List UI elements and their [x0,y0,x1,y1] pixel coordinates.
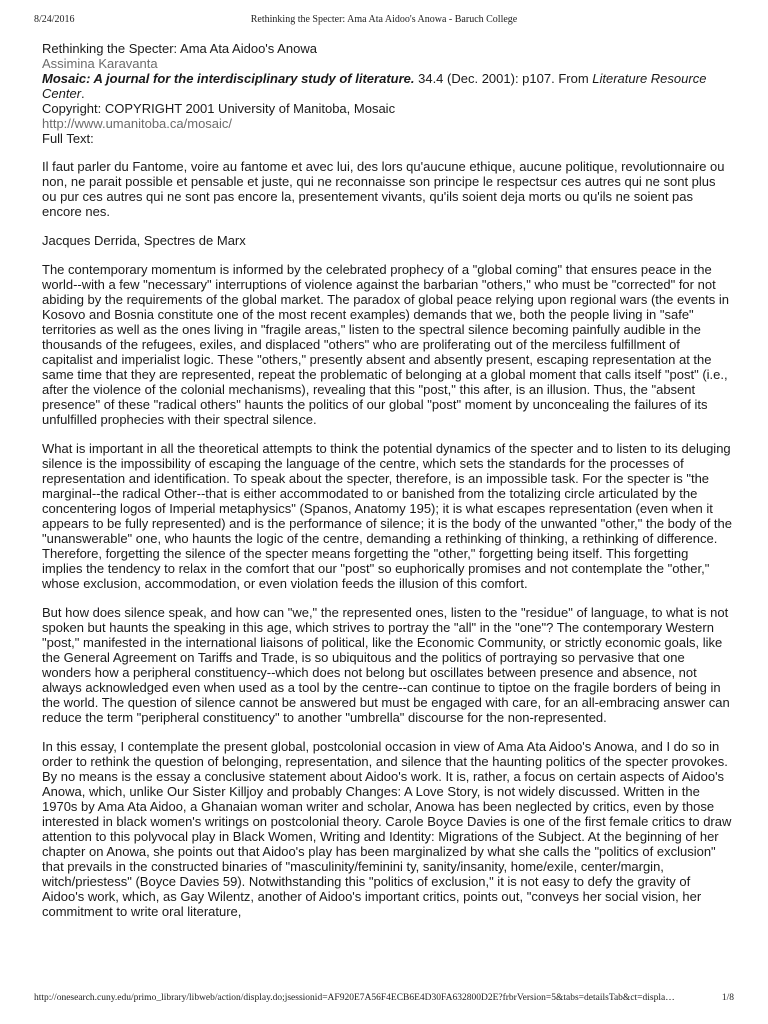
page-number: 1/8 [721,993,734,1003]
article-author: Assimina Karavanta [42,56,158,71]
epigraph-source: Jacques Derrida, Spectres de Marx [42,233,246,248]
citation-details: 34.4 (Dec. 2001): p107. From [414,71,593,86]
body-paragraph: But how does silence speak, and how can "we," the represented ones, listen to the "residue" of language, to what is not spoken but haunts the speaking in this age, which strives to portray the "all" in the "one"? The contemporary Western "post," manifested in the international liaisons of political, like the Economic Community, or strictly economic goals, like the General Agreement on Tariffs and Trade, is so ubiquitous and the politics of portraying so pervasive that one wonders how a peripheral constituency--which does not belong but oscillates between presence and absence, not always acknowledged even when used as a tool by the centre--can continue to tiptoe on the fragile borders of being in the world. The question of silence cannot be answered but must be engaged with care, for an all-embracing answer can reduce the term "peripheral constituency" to another "umbrella" discourse for the non-represented. [42,605,730,725]
print-date: 8/24/2016 [34,14,75,25]
journal-name: Mosaic: A journal for the interdisciplinary study of literature. [42,71,415,86]
body-paragraph: In this essay, I contemplate the present global, postcolonial occasion in view of Ama Ata Aidoo's Anowa, and I do so in order to rethink the question of belonging, representation, and silence that the haunting politics of the specter provokes. By no means is the essay a conclusive statement about Aidoo's work. It is, rather, a focus on certain aspects of Aidoo's Anowa, which, unlike Our Sister Killjoy and probably Changes: A Love Story, is not widely discussed. Written in the 1970s by Ama Ata Aidoo, a Ghanaian woman writer and scholar, Anowa has been neglected by critics, even by those interested in black women's writings on postcolonial theory. Carole Boyce Davies is one of the first female critics to draw attention to this polyvocal play in Black Women, Writing and Identity: Migrations of the Subject. At the beginning of her chapter on Anowa, she points out that Aidoo's play has been marginalized by what she calls the "politics of exclusion" that prevails in the constructed binaries of "masculinity/feminini ty, sanity/insanity, home/exile, center/margin, witch/priestess" (Boyce Davies 59). Notwithstanding this "politics of exclusion," it is not easy to defy the gravity of Aidoo's work, which, as Gay Wilentz, another of Aidoo's important critics, points out, "conveys her social vision, her commitment to write oral literature, [42,739,732,919]
citation-source-end: . [81,86,85,101]
body-paragraph: What is important in all the theoretical attempts to think the potential dynamics of the specter and to listen to its deluging silence is the impossibility of escaping the language of the centre, which sets the standards for the processes of representation and identification. To speak about the specter, therefore, is an impossible task. For the specter is "the marginal--the radical Other--that is either accommodated to or banished from the totalizing circle articulated by the concentering logos of Imperial metaphysics" (Spanos, Anatomy 195); it is what escapes representation (even when it appears to be fully represented) and is the performance of silence; it is the body of the unwanted "other," the body of the "unanswerable" one, who haunts the logic of the centre, demanding a rethinking of thinking, a rethinking of difference. Therefore, forgetting the silence of the specter means forgetting the "other," forgetting being itself. This forgetting implies the tendency to relax in the comfort that our "post" so euphorically promises and not contemplate the "other," whose exclusion, accommodation, or even violation feeds the illusion of this comfort. [42,441,732,591]
article-title: Rethinking the Specter: Ama Ata Aidoo's Anowa [42,41,317,56]
full-text-label: Full Text: [42,131,94,146]
publisher-link[interactable]: http://www.umanitoba.ca/mosaic/ [42,116,233,131]
print-page-title: Rethinking the Specter: Ama Ata Aidoo's Anowa - Baruch College [250,14,518,25]
citation-source: Literature Resource Center [42,71,707,101]
article-citation [42,71,732,101]
article-content [42,41,732,919]
footer-url: http://onesearch.cuny.edu/primo_library/libweb/action/display.do;jsessionid=AF920E7A56F4ECB6E4D30FA632800D2E?frbrVersion=5&tabs=detailsTab&ct=displa… [34,993,675,1003]
body-paragraph: The contemporary momentum is informed by the celebrated prophecy of a "global coming" that ensures peace in the world--with a few "necessary" interruptions of violence against the barbarian "others," who must be "corrected" for not abiding by the requirements of the global market. The paradox of global peace relying upon regional wars (the events in Kosovo and Bosnia constitute one of the most recent examples) demands that we, both the people living in "safe" territories as well as the ones living in "fragile areas," listen to the spectral silence becoming painfully audible in the thousands of the refugees, exiles, and displaced "others" who are proliferating out of the merciless fulfillment of capitalist and imperialist logic. These "others," presently absent and absently present, escaping representation at the same time that they are represented, repeat the problematic of belonging at a global moment that calls itself "post" (i.e., after the violence of the colonial mechanisms), revealing that this "post," this after, is an illusion. Thus, the "absent presence" of these "radical others" haunts the politics of our global "post" moment by unconcealing the failures of its unfulfilled prophecies with their spectral silence. [42,262,730,427]
epigraph: Il faut parler du Fantome, voire au fantome et avec lui, des lors qu'aucune ethique, aucune politique, revolutionnaire ou non, ne parait possible et pensable et juste, qui ne reconnaisse son principe le respectsur ces autres qui ne sont plus ou pur ces autres qui ne sont pas encore la, presentement vivants, qu'ils soient deja morts ou qu'ils ne soient pas encore nes. [42,159,725,219]
copyright-line: Copyright: COPYRIGHT 2001 University of Manitoba, Mosaic [42,101,396,116]
